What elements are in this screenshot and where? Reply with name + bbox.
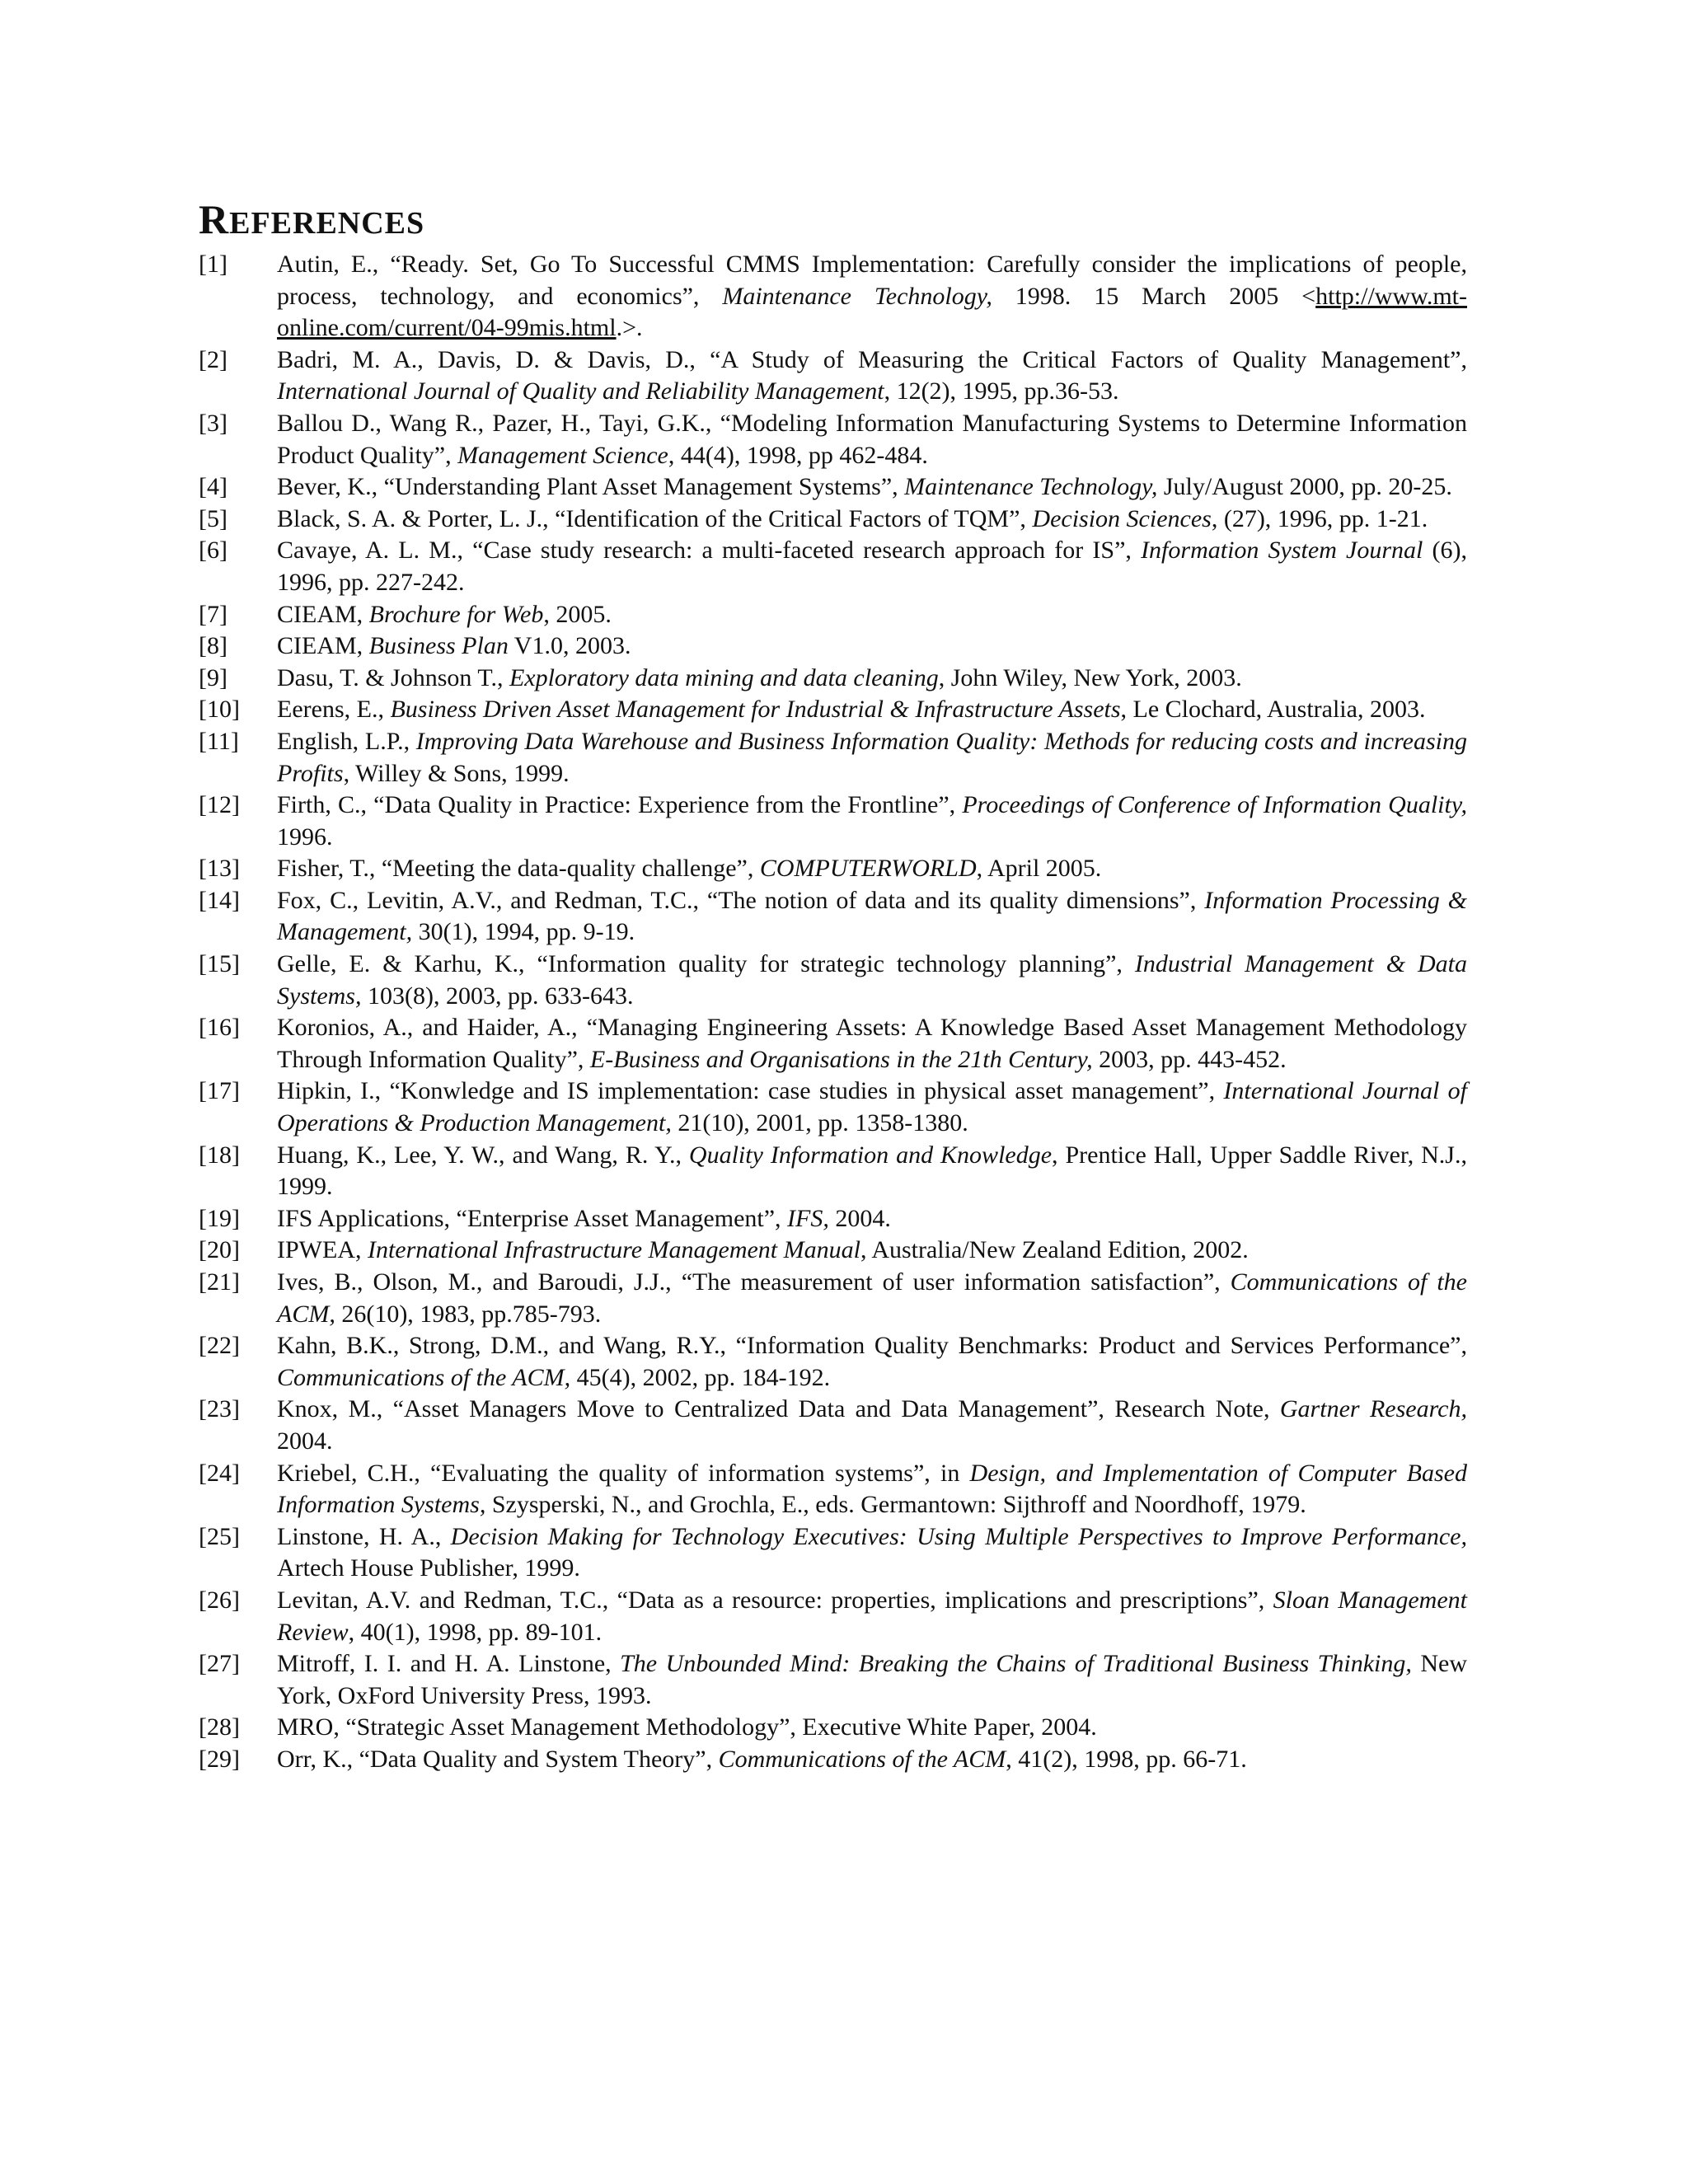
heading-rest: EFERENCES	[229, 206, 425, 241]
reference-segment: V1.0, 2003.	[508, 632, 631, 660]
reference-segment: Eerens, E.,	[277, 696, 391, 724]
heading-initial: R	[199, 196, 230, 242]
reference-item	[199, 663, 1467, 695]
reference-text	[277, 473, 1452, 500]
reference-segment: IFS Applications, “Enterprise Asset Management”,	[277, 1204, 788, 1232]
reference-italic-title: Information Processing & Management,	[277, 886, 1467, 946]
reference-italic-title: Exploratory data mining and data cleaning	[509, 663, 939, 691]
reference-segment: Hipkin, I., “Konwledge and IS implementation: case studies in physical asset management”,	[277, 1077, 1224, 1105]
reference-segment: , Le Clochard, Australia, 2003.	[1120, 696, 1426, 724]
reference-number: [28]	[199, 1713, 240, 1741]
reference-italic-title: Decision Making for Technology Executives: Using Multiple Perspectives to Improve Performance,	[450, 1522, 1467, 1550]
reference-number: [7]	[199, 600, 227, 628]
reference-text	[277, 1713, 1097, 1741]
reference-number: [26]	[199, 1586, 240, 1614]
reference-italic-title: IFS,	[787, 1204, 829, 1232]
reference-url-link[interactable]: http://www.mt-online.com/current/04-99mis.html	[277, 282, 1467, 342]
reference-number: [12]	[199, 791, 240, 819]
reference-item	[199, 471, 1467, 504]
reference-segment: , 44(4), 1998, pp 462-484.	[668, 441, 928, 469]
reference-text	[277, 601, 612, 628]
reference-text	[277, 791, 1467, 851]
reference-segment: Fisher, T., “Meeting the data-quality challenge”,	[277, 855, 760, 883]
reference-segment: Fox, C., Levitin, A.V., and Redman, T.C., “The notion of data and its quality dimensions”,	[277, 886, 1205, 914]
reference-segment: Dasu, T. & Johnson T.,	[277, 663, 509, 691]
reference-text	[277, 632, 631, 659]
reference-number: [14]	[199, 886, 240, 914]
reference-item	[199, 1585, 1467, 1648]
reference-segment: July/August 2000, pp. 20-25.	[1157, 473, 1452, 501]
reference-number: [27]	[199, 1650, 240, 1678]
reference-item	[199, 1267, 1467, 1330]
reference-item	[199, 599, 1467, 631]
reference-text	[277, 251, 1467, 341]
reference-item	[199, 1076, 1467, 1139]
reference-segment: Mitroff, I. I. and H. A. Linstone,	[277, 1650, 621, 1678]
reference-segment: CIEAM,	[277, 632, 369, 660]
reference-segment: 2004.	[277, 1427, 333, 1455]
reference-segment: , 12(2), 1995, pp.36-53.	[884, 377, 1119, 405]
reference-item	[199, 1712, 1467, 1744]
reference-italic-title: Business Plan	[368, 632, 509, 660]
reference-segment: 26(10), 1983, pp.785-793.	[335, 1300, 602, 1328]
reference-number: [5]	[199, 504, 227, 532]
reference-segment: MRO, “Strategic Asset Management Methodology”, Executive White Paper, 2004.	[277, 1713, 1097, 1741]
reference-italic-title: Gartner Research,	[1279, 1395, 1467, 1423]
reference-italic-title: Communications of the ACM	[718, 1745, 1006, 1773]
reference-number: [1]	[199, 251, 227, 278]
reference-italic-title: International Infrastructure Management Manual	[367, 1236, 860, 1264]
reference-segment: Koronios, A., and Haider, A., “Managing Engineering Assets: A Knowledge Based Asset Management Methodology Through Information Quality”,	[277, 1014, 1467, 1073]
reference-number: [23]	[199, 1395, 240, 1423]
reference-item	[199, 1648, 1467, 1712]
reference-item	[199, 1521, 1467, 1585]
reference-segment: Ives, B., Olson, M., and Baroudi, J.J., “The measurement of user information satisfaction”,	[277, 1268, 1231, 1296]
reference-number: [21]	[199, 1268, 240, 1296]
reference-item	[199, 1140, 1467, 1203]
reference-segment: Knox, M., “Asset Managers Move to Centralized Data and Data Management”, Research Note,	[277, 1395, 1280, 1423]
reference-text	[277, 410, 1467, 469]
reference-item	[199, 694, 1467, 726]
reference-text	[277, 1746, 1247, 1773]
reference-text	[277, 1586, 1467, 1646]
reference-italic-title: E-Business and Organisations in the 21th Century,	[589, 1045, 1093, 1073]
reference-text	[277, 855, 1101, 882]
reference-text	[277, 1650, 1467, 1709]
reference-item	[199, 408, 1467, 471]
reference-segment: Cavaye, A. L. M., “Case study research: a multi-faceted research approach for IS”,	[277, 537, 1142, 565]
reference-item	[199, 1394, 1467, 1457]
reference-text	[277, 728, 1467, 787]
reference-item	[199, 790, 1467, 853]
reference-number: [13]	[199, 855, 240, 883]
reference-segment: , (27), 1996, pp. 1-21.	[1211, 504, 1428, 532]
reference-italic-title: Decision Sciences	[1032, 504, 1212, 532]
reference-number: [17]	[199, 1077, 240, 1105]
reference-segment: Linstone, H. A.,	[277, 1522, 451, 1550]
reference-text	[277, 537, 1467, 596]
reference-text	[277, 1395, 1467, 1455]
reference-segment: IPWEA,	[277, 1236, 368, 1264]
reference-segment: Gelle, E. & Karhu, K., “Information quality for strategic technology planning”,	[277, 950, 1135, 978]
reference-item	[199, 630, 1467, 663]
reference-italic-title: Industrial Management & Data Systems,	[277, 950, 1467, 1010]
reference-segment: , 41(2), 1998, pp. 66-71.	[1006, 1745, 1247, 1773]
reference-number: [2]	[199, 345, 227, 373]
reference-italic-title: Design, and Implementation of Computer Based Information Systems,	[277, 1459, 1467, 1519]
reference-segment: 45(4), 2002, pp. 184-192.	[570, 1363, 831, 1391]
reference-number: [19]	[199, 1204, 240, 1232]
reference-italic-title: International Journal of Operations & Production Management,	[277, 1077, 1468, 1137]
reference-segment: Autin, E., “Ready. Set, Go To Successful CMMS Implementation: Carefully consider the implications of people, process, technology, and economics”,	[277, 251, 1467, 310]
reference-item	[199, 1203, 1467, 1235]
reference-italic-title: COMPUTERWORLD	[759, 855, 977, 883]
reference-segment: , Willey & Sons, 1999.	[343, 759, 570, 787]
reference-segment: , April 2005.	[976, 855, 1102, 883]
reference-number: [16]	[199, 1014, 240, 1042]
reference-segment: 103(8), 2003, pp. 633-643.	[361, 982, 634, 1010]
reference-segment: Levitan, A.V. and Redman, T.C., “Data as a resource: properties, implications and prescriptions”,	[277, 1586, 1273, 1614]
reference-number: [29]	[199, 1745, 240, 1773]
reference-number: [15]	[199, 950, 240, 978]
reference-segment: Kriebel, C.H., “Evaluating the quality of information systems”, in	[277, 1459, 970, 1487]
reference-number: [6]	[199, 537, 227, 565]
reference-item	[199, 949, 1467, 1012]
reference-text	[277, 1141, 1467, 1201]
reference-segment: Artech House Publisher, 1999.	[277, 1554, 580, 1582]
reference-item	[199, 885, 1467, 949]
reference-text	[277, 1014, 1467, 1073]
reference-segment: Szysperski, N., and Grochla, E., eds. Germantown: Sijthroff and Noordhoff, 1979.	[485, 1491, 1306, 1519]
reference-italic-title: International Journal of Quality and Reliability Management	[277, 377, 884, 405]
reference-segment: 1998. 15 March 2005 <	[992, 282, 1316, 310]
reference-item	[199, 1458, 1467, 1521]
reference-item	[199, 535, 1467, 598]
reference-text	[277, 887, 1467, 946]
reference-segment: , John Wiley, New York, 2003.	[938, 663, 1242, 691]
reference-italic-title: Information System Journal	[1141, 537, 1423, 565]
reference-segment: CIEAM,	[277, 600, 369, 628]
reference-italic-title: Communications of the ACM,	[277, 1268, 1468, 1328]
reference-segment: English, L.P.,	[277, 727, 416, 755]
reference-item	[199, 1744, 1467, 1776]
reference-italic-title: The Unbounded Mind: Breaking the Chains of Traditional Business Thinking,	[620, 1650, 1412, 1678]
reference-segment: 30(1), 1994, pp. 9-19.	[412, 918, 635, 946]
reference-segment: 1996.	[277, 823, 333, 851]
reference-segment: , 40(1), 1998, pp. 89-101.	[348, 1618, 603, 1646]
reference-item	[199, 853, 1467, 885]
reference-text	[277, 346, 1467, 405]
reference-segment: 21(10), 2001, pp. 1358-1380.	[671, 1109, 968, 1137]
reference-segment: Ballou D., Wang R., Pazer, H., Tayi, G.K., “Modeling Information Manufacturing Systems to Determine Information Product Quality”,	[277, 409, 1467, 469]
reference-text	[277, 1523, 1467, 1582]
references-heading	[199, 196, 425, 242]
reference-segment: Orr, K., “Data Quality and System Theory”,	[277, 1745, 719, 1773]
reference-number: [4]	[199, 473, 227, 501]
reference-number: [24]	[199, 1459, 240, 1487]
reference-italic-title: Communications of the ACM,	[277, 1363, 571, 1391]
reference-text	[277, 505, 1428, 532]
reference-segment: Black, S. A. & Porter, L. J., “Identification of the Critical Factors of TQM”,	[277, 504, 1033, 532]
reference-number: [11]	[199, 727, 239, 755]
reference-segment: New York, OxFord University Press, 1993.	[277, 1650, 1467, 1709]
reference-number: [8]	[199, 632, 227, 660]
reference-item	[199, 1235, 1467, 1267]
reference-item	[199, 249, 1467, 344]
reference-segment: , Prentice Hall, Upper Saddle River, N.J., 1999.	[277, 1141, 1467, 1201]
reference-italic-title: Proceedings of Conference of Information Quality,	[962, 791, 1467, 819]
reference-italic-title: Business Driven Asset Management for Industrial & Infrastructure Assets	[390, 696, 1121, 724]
reference-segment: Firth, C., “Data Quality in Practice: Experience from the Frontline”,	[277, 791, 963, 819]
reference-text	[277, 1077, 1467, 1137]
reference-number: [18]	[199, 1141, 240, 1169]
reference-italic-title: Sloan Management Review	[277, 1586, 1467, 1646]
reference-italic-title: Improving Data Warehouse and Business Information Quality: Methods for reducing costs and increasing Profits	[277, 727, 1467, 787]
reference-italic-title: Quality Information and Knowledge	[688, 1141, 1053, 1169]
reference-text	[277, 1460, 1467, 1519]
reference-text	[277, 1236, 1249, 1263]
reference-segment: Badri, M. A., Davis, D. & Davis, D., “A Study of Measuring the Critical Factors of Quality Management”,	[277, 345, 1467, 373]
reference-number: [25]	[199, 1522, 240, 1550]
reference-segment: Huang, K., Lee, Y. W., and Wang, R. Y.,	[277, 1141, 689, 1169]
reference-segment: 2004.	[828, 1204, 891, 1232]
reference-segment: , Australia/New Zealand Edition, 2002.	[860, 1236, 1249, 1264]
reference-item	[199, 344, 1467, 408]
reference-number: [22]	[199, 1332, 240, 1360]
reference-item	[199, 726, 1467, 790]
reference-text	[277, 1268, 1467, 1328]
reference-item	[199, 504, 1467, 536]
reference-text	[277, 1332, 1467, 1391]
reference-text	[277, 696, 1425, 723]
reference-number: [9]	[199, 663, 227, 691]
reference-text	[277, 950, 1467, 1010]
reference-item	[199, 1012, 1467, 1076]
reference-number: [20]	[199, 1236, 240, 1264]
reference-list	[199, 249, 1467, 1776]
reference-italic-title: Maintenance Technology,	[722, 282, 992, 310]
reference-text	[277, 664, 1242, 691]
reference-segment: .>.	[616, 314, 643, 342]
reference-italic-title: Maintenance Technology,	[904, 473, 1158, 501]
reference-italic-title: Management Science	[457, 441, 668, 469]
reference-segment: , 2005.	[543, 600, 612, 628]
reference-italic-title: Brochure for Web	[368, 600, 544, 628]
reference-number: [10]	[199, 696, 240, 724]
reference-segment: 2003, pp. 443-452.	[1092, 1045, 1287, 1073]
reference-segment: (6), 1996, pp. 227-242.	[277, 537, 1468, 596]
reference-item	[199, 1330, 1467, 1394]
reference-segment: Kahn, B.K., Strong, D.M., and Wang, R.Y., “Information Quality Benchmarks: Product and Services Performance”,	[277, 1332, 1467, 1360]
reference-text	[277, 1205, 891, 1232]
reference-number: [3]	[199, 409, 227, 437]
reference-segment: Bever, K., “Understanding Plant Asset Management Systems”,	[277, 473, 905, 501]
